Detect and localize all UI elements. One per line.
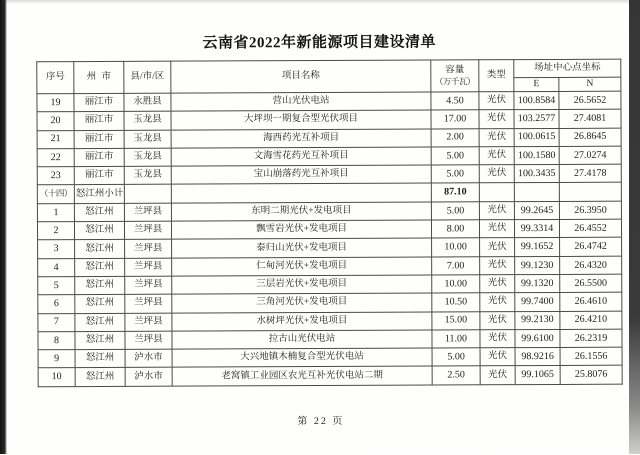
cell-prefecture: 怒江州 [74, 203, 124, 222]
cell-n: 26.4552 [559, 219, 621, 238]
page-number: 第 22 页 [297, 415, 345, 428]
header-prefecture: 州市 [74, 61, 124, 93]
cell-county: 兰坪县 [125, 294, 172, 313]
cell-n: 26.5652 [559, 91, 621, 110]
cell-e [514, 183, 559, 201]
cell-e: 99.1652 [515, 238, 560, 256]
cell-type: 光伏 [480, 330, 515, 348]
cell-n: 26.4742 [560, 238, 622, 257]
cell-capacity: 10.00 [432, 238, 480, 257]
header-county: 县/市/区 [124, 61, 171, 93]
cell-capacity: 8.00 [431, 220, 479, 239]
table-row [38, 366, 622, 387]
header-project: 项目名称 [171, 60, 431, 93]
table-body [37, 91, 622, 386]
cell-county: 泸水市 [125, 368, 172, 387]
header-coords: 场址中心点坐标 [514, 59, 621, 77]
cell-n: 26.8645 [559, 128, 621, 147]
cell-prefecture: 怒江州 [75, 276, 125, 295]
cell-project: 大坪坝一期复合型光伏项目 [171, 110, 431, 129]
cell-no: 22 [37, 148, 74, 166]
cell-project [171, 183, 431, 202]
cell-capacity: 11.00 [432, 330, 480, 349]
cell-county: 泸水市 [125, 349, 172, 368]
cell-prefecture: 怒江州 [75, 313, 125, 332]
header-capacity-line2: （万千瓦） [434, 76, 475, 87]
cell-no: 6 [38, 295, 75, 313]
cell-type: 光伏 [479, 147, 514, 165]
cell-type: 光伏 [480, 275, 515, 293]
cell-type: 光伏 [479, 128, 514, 146]
cell-e: 99.7400 [515, 293, 560, 311]
cell-prefecture: 怒江州 [75, 240, 125, 259]
cell-n: 27.4178 [559, 164, 621, 183]
header-n: N [559, 77, 621, 91]
cell-county [124, 185, 171, 204]
cell-type: 光伏 [480, 348, 515, 366]
cell-prefecture: 怒江州 [75, 350, 125, 369]
cell-county: 兰坪县 [125, 313, 172, 332]
cell-project: 东明二期光伏+发电项目 [171, 202, 431, 221]
cell-prefecture: 丽江市 [74, 148, 124, 167]
cell-no: 7 [38, 313, 75, 331]
cell-county: 兰坪县 [125, 331, 172, 350]
cell-no: 1 [37, 203, 74, 221]
table-header [37, 59, 621, 94]
cell-prefecture: 怒江州 [74, 221, 124, 240]
cell-project: 海西药光互补项目 [171, 129, 431, 148]
cell-prefecture: 怒江州 [75, 258, 125, 277]
cell-n: 26.4610 [560, 292, 622, 311]
cell-e: 99.1320 [515, 274, 560, 292]
cell-project: 大兴地镇木楠复合型光伏电站 [172, 348, 432, 367]
cell-project: 拉古山光伏电站 [172, 330, 432, 349]
cell-no: 3 [38, 240, 75, 258]
cell-county: 玉龙县 [124, 111, 171, 130]
cell-county: 兰坪县 [125, 258, 172, 277]
project-table [36, 59, 622, 387]
cell-project: 三角河光伏+发电项目 [172, 293, 432, 312]
cell-capacity: 2.00 [431, 128, 479, 147]
cell-no: 23 [37, 167, 74, 185]
cell-capacity: 5.00 [431, 147, 479, 166]
cell-e: 99.6100 [515, 329, 560, 347]
cell-prefecture: 怒江州小计 [74, 185, 124, 204]
cell-capacity: 10.00 [432, 275, 480, 294]
header-e: E [514, 77, 559, 91]
cell-n: 26.4320 [560, 256, 622, 275]
cell-capacity: 15.00 [432, 311, 480, 330]
cell-county: 兰坪县 [125, 240, 172, 259]
cell-type: 光伏 [479, 92, 514, 110]
cell-county: 兰坪县 [124, 203, 171, 222]
cell-e: 100.1580 [514, 146, 559, 164]
cell-type: 光伏 [479, 110, 514, 128]
cell-no: 2 [37, 222, 74, 240]
cell-type: 光伏 [480, 311, 515, 329]
cell-capacity: 2.50 [432, 366, 480, 385]
cell-e: 99.2130 [515, 311, 560, 329]
cell-no: 4 [38, 258, 75, 276]
cell-n: 26.5500 [560, 274, 622, 293]
cell-prefecture: 丽江市 [74, 112, 124, 131]
cell-prefecture: 丽江市 [74, 130, 124, 149]
cell-n: 26.4210 [560, 311, 622, 330]
cell-prefecture: 怒江州 [75, 331, 125, 350]
cell-e: 103.2577 [514, 110, 559, 128]
cell-project: 文海雪花药光互补项目 [171, 147, 431, 166]
cell-no: 21 [37, 130, 74, 148]
cell-county: 玉龙县 [124, 148, 171, 167]
cell-capacity: 5.00 [432, 348, 480, 367]
cell-n: 26.1556 [560, 347, 622, 366]
cell-n: 27.0274 [559, 146, 621, 165]
cell-n [559, 183, 621, 202]
cell-project: 飘雪岩光伏+发电项目 [171, 220, 431, 239]
cell-project: 三层岩光伏+发电项目 [172, 275, 432, 294]
cell-n: 25.8076 [560, 366, 622, 385]
cell-project: 宝山崩落药光互补项目 [171, 165, 431, 184]
cell-county: 永胜县 [124, 93, 171, 112]
cell-type: 光伏 [479, 165, 514, 183]
cell-e: 99.1065 [515, 366, 560, 384]
cell-no: 9 [38, 350, 75, 368]
cell-prefecture: 怒江州 [75, 295, 125, 314]
cell-county: 玉龙县 [124, 166, 171, 185]
document-title: 云南省2022年新能源项目建设清单 [202, 34, 436, 52]
cell-n: 26.3950 [559, 201, 621, 220]
cell-county: 兰坪县 [125, 276, 172, 295]
cell-no: 20 [37, 112, 74, 130]
cell-e: 98.9216 [515, 348, 560, 366]
cell-project: 仁甸河光伏+发电项目 [172, 257, 432, 276]
cell-type: 光伏 [480, 238, 515, 256]
cell-e: 99.1230 [515, 256, 560, 274]
cell-prefecture: 丽江市 [74, 93, 124, 112]
cell-no: 8 [38, 331, 75, 349]
cell-capacity: 5.00 [431, 165, 479, 184]
cell-prefecture: 丽江市 [74, 167, 124, 186]
cell-project: 营山光伏电站 [171, 92, 431, 111]
header-type: 类型 [479, 60, 514, 92]
cell-n: 27.4081 [559, 109, 621, 128]
cell-type [479, 183, 514, 201]
cell-project: 水树坪光伏+发电项目 [172, 312, 432, 331]
cell-type: 光伏 [480, 256, 515, 274]
cell-no: 5 [38, 277, 75, 295]
cell-county: 兰坪县 [124, 221, 171, 240]
cell-type: 光伏 [480, 293, 515, 311]
cell-e: 100.8584 [514, 91, 559, 109]
cell-capacity: 7.00 [432, 256, 480, 275]
cell-n: 26.2319 [560, 329, 622, 348]
cell-project: 泰归山光伏+发电项目 [172, 238, 432, 257]
cell-capacity: 17.00 [431, 110, 479, 129]
header-capacity [431, 60, 479, 92]
cell-county: 玉龙县 [124, 130, 171, 149]
cell-e: 99.3314 [514, 220, 559, 238]
cell-capacity: 4.50 [431, 92, 479, 111]
cell-capacity: 10.50 [432, 293, 480, 312]
cell-type: 光伏 [480, 366, 515, 384]
cell-e: 99.2645 [514, 201, 559, 219]
cell-capacity: 5.00 [431, 202, 479, 221]
cell-e: 100.0615 [514, 128, 559, 146]
cell-no: （十四） [37, 185, 74, 203]
cell-type: 光伏 [479, 201, 514, 219]
header-capacity-line1: 容量 [445, 65, 465, 76]
cell-prefecture: 怒江州 [75, 368, 125, 387]
cell-e: 100.3435 [514, 165, 559, 183]
cell-type: 光伏 [479, 220, 514, 238]
cell-capacity: 87.10 [431, 183, 479, 202]
cell-no: 19 [37, 94, 74, 112]
header-no: 序号 [37, 62, 74, 94]
cell-project: 老窝镇工业园区农光互补光伏电站二期 [172, 366, 432, 385]
cell-no: 10 [38, 368, 75, 386]
